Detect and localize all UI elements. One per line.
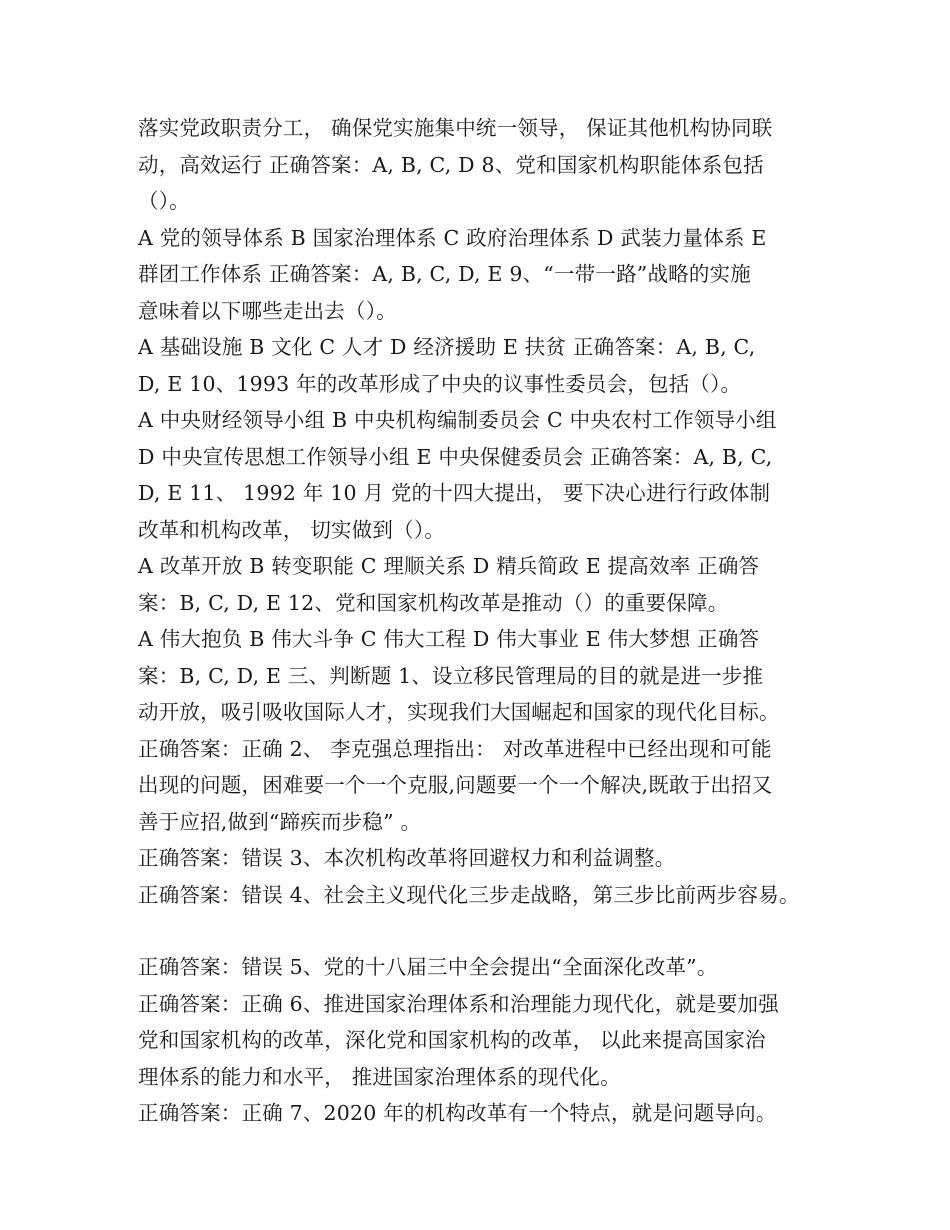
text-line: 正确答案：正确 2、 李克强总理指出： 对改革进程中已经出现和可能 [138,736,772,761]
text-line: 正确答案：正确 7、2020 年的机构改革有一个特点，就是问题导向。 [138,1101,777,1125]
text-line: 动，高效运行 正确答案：A, B, C, D 8、党和国家机构职能体系包括 [138,152,764,177]
text-line: 动开放，吸引吸收国际人才，实现我们大国崛起和国家的现代化目标。 [138,700,780,724]
text-line: A 基础设施 B 文化 C 人才 D 经济援助 E 扶贫 正确答案：A, B, C, [138,335,756,359]
text-line: （）。 [138,189,190,213]
text-line: D, E 11、 1992 年 10 月 党的十四大提出， 要下决心进行行政体制 [138,481,771,505]
text-line: 正确答案：错误 5、党的十八届三中全会提出“全面深化改革”。 [138,955,718,979]
text-line: 善于应招,做到“蹄疾而步稳” 。 [138,809,422,834]
text-line: 意味着以下哪些走出去（）。 [138,298,397,323]
text-line: D 中央宣传思想工作领导小组 E 中央保健委员会 正确答案：A, B, C, [138,444,773,469]
document-body [138,110,828,1132]
text-line: 案：B, C, D, E 12、党和国家机构改革是推动（）的重要保障。 [138,590,729,615]
text-line: 改革和机构改革， 切实做到（）。 [138,517,445,542]
text-line: A 中央财经领导小组 B 中央机构编制委员会 C 中央农村工作领导小组 [138,408,777,432]
text-line: 理体系的能力和水平， 推进国家治理体系的现代化。 [138,1064,621,1089]
text-line: 正确答案：错误 3、本次机构改革将回避权力和利益调整。 [138,846,676,870]
text-line: 群团工作体系 正确答案：A, B, C, D, E 9、“一带一路”战略的实施 [138,262,751,286]
text-line: A 伟大抱负 B 伟大斗争 C 伟大工程 D 伟大事业 E 伟大梦想 正确答 [138,627,760,651]
text-line: 出现的问题，困难要一个一个克服,问题要一个一个解决,既敢于出招又 [138,773,773,797]
paragraph-gap [138,913,828,949]
text-line: A 改革开放 B 转变职能 C 理顺关系 D 精兵简政 E 提高效率 正确答 [138,554,760,578]
text-line: D, E 10、1993 年的改革形成了中央的议事性委员会，包括（）。 [138,371,742,396]
text-line: 落实党政职责分工， 确保党实施集中统一领导， 保证其他机构协同联 [138,116,773,140]
text-line: 案：B, C, D, E 三、判断题 1、设立移民管理局的目的就是进一步推 [138,663,764,688]
text-line: 正确答案：错误 4、社会主义现代化三步走战略，第三步比前两步容易。 [138,882,800,907]
text-line: A 党的领导体系 B 国家治理体系 C 政府治理体系 D 武装力量体系 E [138,225,767,250]
text-line: 正确答案：正确 6、推进国家治理体系和治理能力现代化，就是要加强 [138,991,779,1016]
text-line: 党和国家机构的改革，深化党和国家机构的改革， 以此来提高国家治 [138,1028,766,1052]
